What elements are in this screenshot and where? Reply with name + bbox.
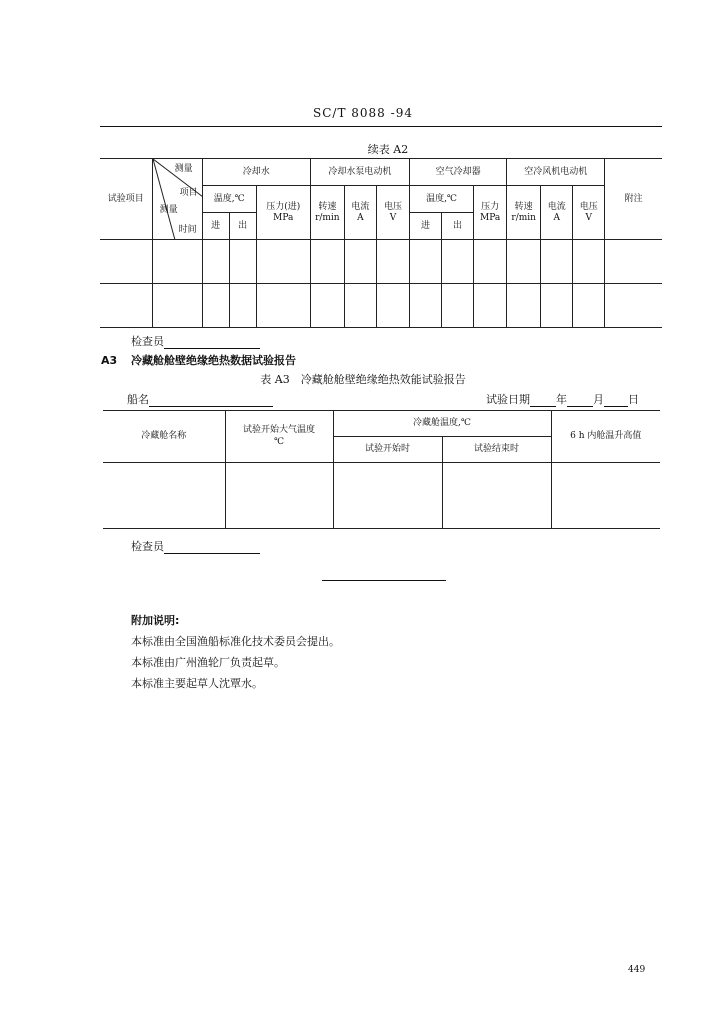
col-hold-name: 冷藏舱名称 — [103, 411, 225, 463]
notes-title: 附加说明: — [131, 614, 180, 627]
inspector-label: 检查员 — [131, 335, 164, 348]
cell — [442, 284, 474, 328]
cell — [507, 240, 541, 284]
section-title: 冷藏舱舱壁绝缘绝热数据试验报告 — [131, 354, 297, 367]
cell — [225, 463, 333, 529]
col-start: 试验开始时 — [333, 437, 442, 463]
col-water-out: 出 — [229, 213, 256, 240]
cell — [333, 463, 442, 529]
col-fan-speed — [507, 186, 541, 240]
col-cooler-in: 进 — [409, 213, 441, 240]
speed-unit: r/min — [315, 212, 340, 223]
cell — [152, 284, 202, 328]
additional-notes — [131, 610, 340, 694]
month-label: 月 — [593, 393, 604, 406]
col-test-item: 试验项目 — [100, 159, 152, 240]
cell — [409, 284, 441, 328]
col-fan-current — [541, 186, 573, 240]
year-blank — [530, 394, 556, 407]
cell — [474, 240, 507, 284]
col-pump-current — [344, 186, 376, 240]
cell — [202, 284, 229, 328]
notes-line: 本标准主要起草人沈覃水。 — [131, 677, 263, 690]
fan-voltage-unit: V — [585, 212, 593, 223]
group-pump-motor: 冷却水泵电动机 — [310, 159, 409, 186]
table-a2-caption: 续表 A2 — [367, 143, 409, 156]
inspector-label: 检查员 — [131, 540, 164, 553]
col-cooler-out: 出 — [442, 213, 474, 240]
group-fan-motor: 空冷风机电动机 — [507, 159, 605, 186]
day-label: 日 — [628, 393, 639, 406]
diag-label-measure2: 测量 — [159, 205, 178, 215]
cell — [310, 284, 344, 328]
cell — [100, 284, 152, 328]
inspector-blank — [164, 336, 260, 349]
voltage-label: 电压 — [383, 201, 402, 212]
cell — [541, 240, 573, 284]
cell — [573, 284, 605, 328]
inspector-line-2 — [131, 538, 260, 554]
month-blank — [567, 394, 593, 407]
cell — [103, 463, 225, 529]
atm-temp-label: 试验开始大气温度 — [242, 424, 315, 435]
cell — [605, 284, 662, 328]
fan-speed-label: 转速 — [514, 201, 533, 212]
cell — [229, 240, 256, 284]
ship-name-label: 船名 — [127, 393, 149, 406]
notes-line: 本标准由广州渔轮厂负责起草。 — [131, 656, 285, 669]
diag-label-time: 时间 — [178, 225, 197, 235]
col-note: 附注 — [605, 159, 662, 240]
col-temp-rise: 6 h 内舱温升高值 — [551, 411, 660, 463]
diag-label-measure: 测量 — [174, 164, 193, 174]
atm-temp-unit: ℃ — [273, 436, 285, 447]
cell — [202, 240, 229, 284]
cell — [344, 284, 376, 328]
end-separator — [322, 580, 446, 581]
test-date-label: 试验日期 — [486, 393, 530, 406]
group-cooling-water: 冷却水 — [202, 159, 310, 186]
col-pump-voltage — [376, 186, 409, 240]
fan-voltage-label: 电压 — [579, 201, 598, 212]
cell — [573, 240, 605, 284]
table-row — [100, 240, 662, 284]
fan-current-label: 电流 — [547, 201, 566, 212]
cell — [474, 284, 507, 328]
section-heading — [101, 352, 296, 368]
cell — [605, 240, 662, 284]
cell — [442, 240, 474, 284]
table-a3 — [103, 410, 660, 529]
page-number: 449 — [628, 965, 646, 975]
notes-line: 本标准由全国渔船标准化技术委员会提出。 — [131, 635, 340, 648]
cell — [310, 240, 344, 284]
cell — [376, 240, 409, 284]
fan-current-unit: A — [553, 212, 560, 223]
table-row — [100, 284, 662, 328]
table-a3-caption: 表 A3 冷藏舱舱壁绝缘绝热效能试验报告 — [260, 373, 466, 386]
col-temperature: 温度,℃ — [202, 186, 256, 213]
col-atm-temp — [225, 411, 333, 463]
col-end: 试验结束时 — [442, 437, 551, 463]
cell — [100, 240, 152, 284]
cell — [551, 463, 660, 529]
table-a2 — [100, 158, 662, 328]
cell — [376, 284, 409, 328]
section-number: A3 — [101, 354, 118, 367]
voltage-unit: V — [389, 212, 397, 223]
standard-number: SC/T 8088 -94 — [313, 106, 413, 120]
cell — [409, 240, 441, 284]
cell — [152, 240, 202, 284]
cell — [344, 240, 376, 284]
cooler-pressure-label: 压力 — [481, 201, 500, 212]
current-label: 电流 — [351, 201, 370, 212]
col-cooler-temperature: 温度,℃ — [409, 186, 473, 213]
cell — [229, 284, 256, 328]
fan-speed-unit: r/min — [511, 212, 536, 223]
header-rule — [100, 126, 662, 127]
ship-name-line — [127, 391, 273, 407]
speed-label: 转速 — [318, 201, 337, 212]
col-fan-voltage — [573, 186, 605, 240]
year-label: 年 — [556, 393, 567, 406]
ship-name-blank — [149, 394, 273, 407]
cell — [442, 463, 551, 529]
pressure-unit: MPa — [273, 212, 294, 223]
table-row — [103, 463, 660, 529]
cell — [507, 284, 541, 328]
cell — [256, 284, 310, 328]
col-cooler-pressure — [474, 186, 507, 240]
cell — [256, 240, 310, 284]
inspector-line-1 — [131, 333, 260, 349]
pressure-label: 压力(进) — [266, 201, 301, 212]
inspector-blank — [164, 541, 260, 554]
col-water-in: 进 — [202, 213, 229, 240]
test-date-line — [486, 391, 639, 407]
cell — [541, 284, 573, 328]
diag-label-item: 项目 — [179, 188, 198, 198]
current-unit: A — [357, 212, 364, 223]
day-blank — [604, 394, 628, 407]
col-hold-temp: 冷藏舱温度,℃ — [333, 411, 551, 437]
col-pressure-in — [256, 186, 310, 240]
col-pump-speed — [310, 186, 344, 240]
diagonal-header-cell — [152, 159, 202, 240]
cooler-pressure-unit: MPa — [480, 212, 501, 223]
group-air-cooler: 空气冷却器 — [409, 159, 506, 186]
